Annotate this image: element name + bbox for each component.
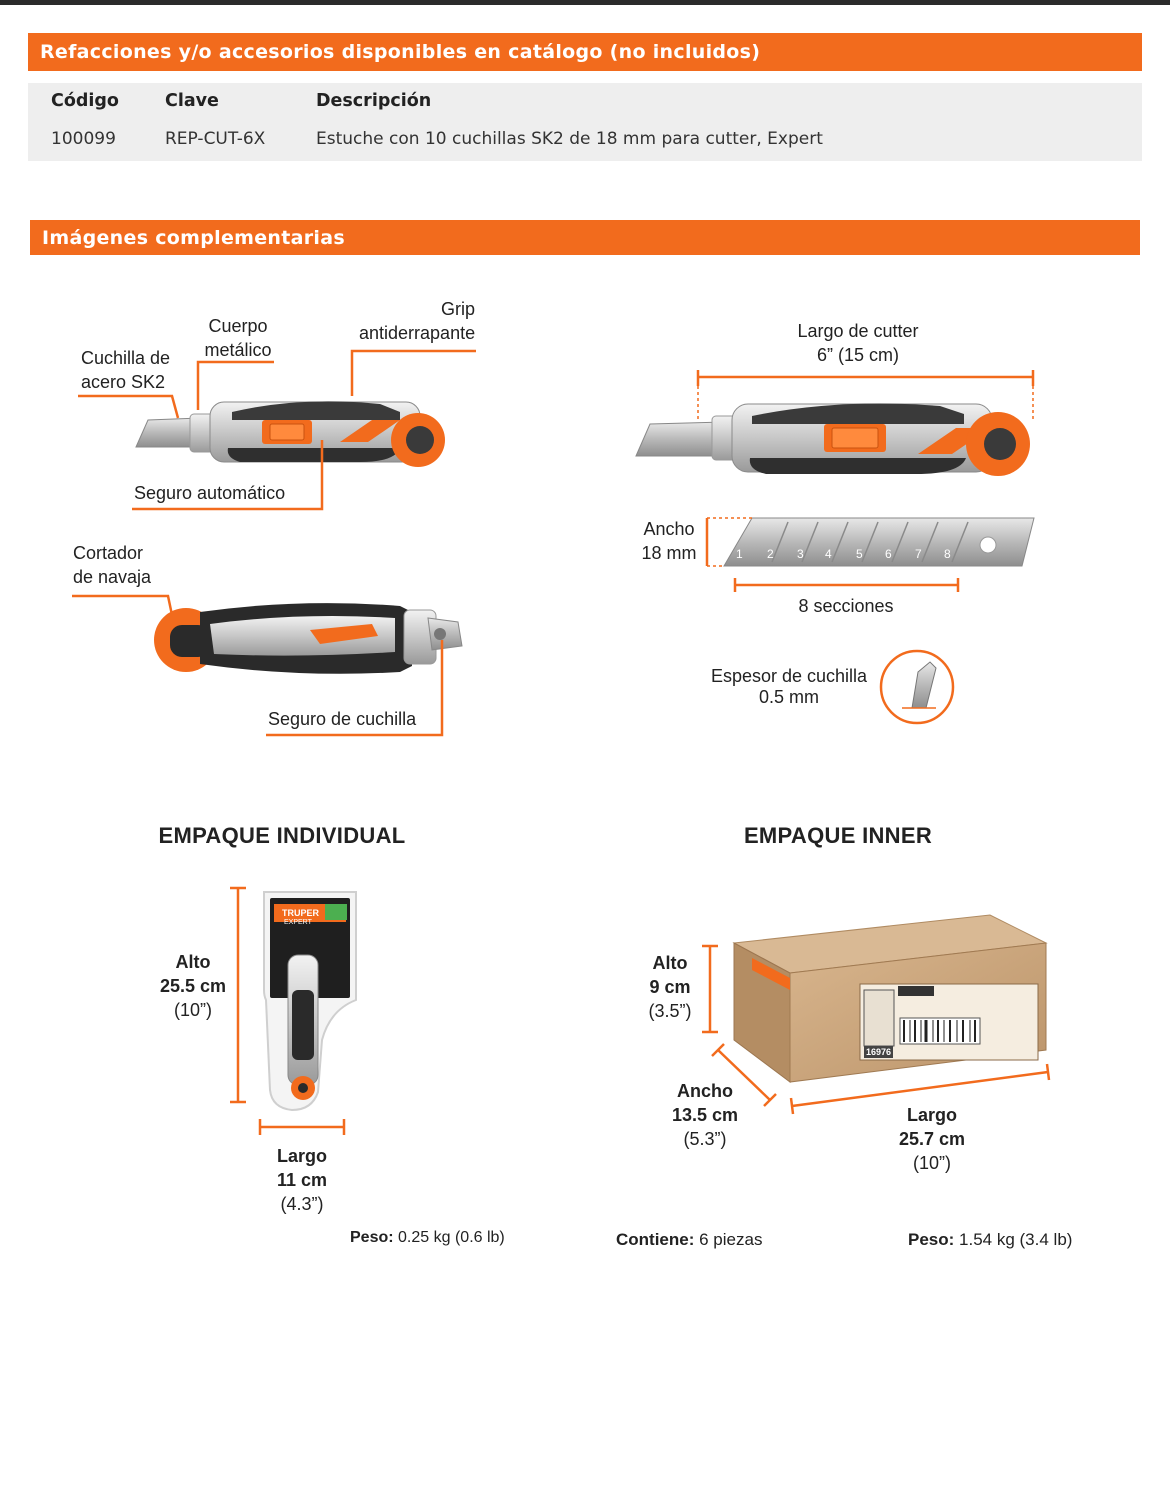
individual-package-title: EMPAQUE INDIVIDUAL [158, 823, 406, 848]
blade-number: 1 [736, 547, 743, 561]
label-metal-body: Cuerpo metálico [204, 316, 272, 360]
cutter-back-image [154, 603, 462, 674]
blade-number: 8 [944, 547, 951, 561]
cutter-side-image [636, 404, 1030, 476]
leader-grip [352, 351, 476, 396]
blade-number: 2 [767, 547, 774, 561]
inner-height-label: Alto 9 cm (3.5”) [648, 953, 692, 1021]
table-header-description: Descripción [316, 91, 432, 111]
images-section-title: Imágenes complementarias [42, 226, 345, 249]
table-cell-description: Estuche con 10 cuchillas SK2 de 18 mm para cutter, Expert [316, 129, 823, 149]
blade-number: 5 [856, 547, 863, 561]
label-cutter-length: Largo de cutter 6” (15 cm) [797, 321, 919, 365]
inner-weight: Peso: 1.54 kg (3.4 lb) [908, 1230, 1073, 1249]
inner-length-label: Largo 25.7 cm (10”) [898, 1105, 966, 1173]
label-blade-sections: 8 secciones [798, 596, 894, 616]
inner-width-label: Ancho 13.5 cm (5.3”) [671, 1081, 739, 1149]
individual-height-label: Alto 25.5 cm (10”) [159, 952, 227, 1020]
leader-razor-cutter [72, 596, 172, 615]
label-blade-width: Ancho 18 mm [641, 519, 697, 563]
table-header-key: Clave [165, 91, 219, 111]
individual-weight: Peso: 0.25 kg (0.6 lb) [350, 1229, 505, 1246]
label-razor-cutter: Cortador de navaja [73, 543, 152, 587]
individual-length-label: Largo 11 cm (4.3”) [276, 1146, 328, 1214]
package-sub-brand: EXPERT [284, 919, 312, 926]
blade-number: 7 [915, 547, 922, 561]
label-auto-lock: Seguro automático [134, 483, 286, 503]
box-code: 16976 [866, 1047, 892, 1057]
individual-height-dimension [230, 888, 246, 1102]
sections-dimension [735, 578, 958, 592]
table-header-code: Código [51, 91, 119, 111]
table-cell-code: 100099 [51, 129, 116, 149]
inner-height-dimension [702, 946, 718, 1032]
label-grip: Grip antiderrapante [359, 299, 476, 343]
package-brand: TRUPER [282, 908, 320, 918]
cutter-image [136, 401, 445, 467]
table-cell-key: REP-CUT-6X [165, 129, 266, 149]
spares-section-title: Refacciones y/o accesorios disponibles en catálogo (no incluidos) [40, 41, 761, 63]
leader-blade-steel [78, 396, 178, 418]
label-blade-lock: Seguro de cuchilla [268, 709, 417, 729]
individual-length-dimension [260, 1119, 344, 1135]
blade-number: 4 [825, 547, 832, 561]
blade-number: 6 [885, 547, 892, 561]
inner-package-title: EMPAQUE INNER [743, 823, 933, 848]
inner-contains: Contiene: 6 piezas [616, 1230, 763, 1249]
label-blade-steel: Cuchilla de acero SK2 [81, 348, 171, 392]
blade-thickness-icon [881, 651, 953, 723]
label-blade-thickness: Espesor de cuchilla 0.5 mm [710, 666, 868, 707]
blade-number: 3 [797, 547, 804, 561]
